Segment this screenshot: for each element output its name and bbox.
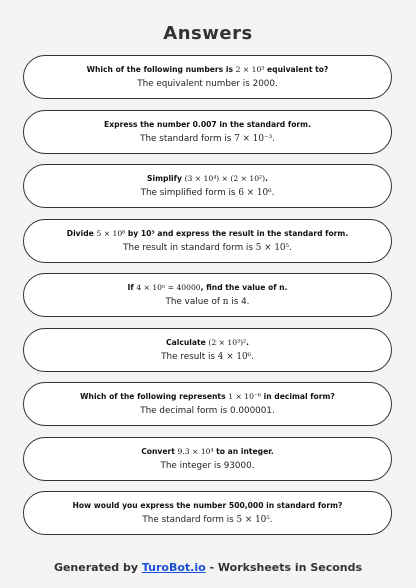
answer-card-3 — [23, 164, 392, 208]
answer-text: The decimal form is 0.000001. — [140, 406, 275, 416]
answer-card-7 — [23, 382, 392, 426]
answer-card-4 — [23, 219, 392, 263]
question-text: Express the number 0.007 in the standard form. — [104, 119, 311, 129]
turobot-link[interactable]: TuroBot.io — [141, 561, 206, 574]
answer-text: The standard form is 5 × 10⁵. — [142, 515, 273, 525]
footer — [0, 561, 416, 574]
question-text: Which of the following represents 1 × 10⁻⁶ in decimal form? — [80, 392, 335, 401]
question-text: Divide 5 × 10⁸ by 10³ and express the result in the standard form. — [66, 228, 349, 238]
question-text: Calculate (2 × 10³)². — [166, 337, 249, 347]
answer-text: The equivalent number is 2000. — [137, 79, 278, 89]
answer-card-2 — [23, 110, 392, 154]
page-title: Answers — [163, 23, 253, 44]
answer-text: The value of n is 4. — [165, 297, 250, 307]
answer-text: The simplified form is 6 × 10⁶. — [140, 188, 275, 198]
answer-card-9 — [23, 491, 392, 535]
question-text: Convert 9.3 × 10⁴ to an integer. — [141, 446, 274, 456]
answer-text: The standard form is 7 × 10⁻³. — [140, 133, 275, 144]
question-text: Simplify (3 × 10⁴) × (2 × 10²). — [147, 174, 268, 183]
answer-text: The integer is 93000. — [160, 460, 255, 471]
answer-text: The result in standard form is 5 × 10⁵. — [123, 242, 292, 253]
answer-list — [23, 55, 392, 546]
footer-prefix: Generated by — [53, 561, 142, 574]
answer-card-6 — [23, 328, 392, 372]
answer-text: The result is 4 × 10⁶. — [161, 351, 254, 362]
answer-card-5 — [23, 273, 392, 317]
answer-card-8 — [23, 437, 392, 481]
question-text: If 4 × 10ⁿ = 40000, find the value of n. — [127, 283, 288, 292]
question-text: How would you express the number 500,000 in standard form? — [72, 501, 343, 510]
footer-suffix: - Worksheets in Seconds — [205, 561, 363, 574]
answer-card-1 — [23, 55, 392, 99]
question-text: Which of the following numbers is 2 × 10³ equivalent to? — [86, 65, 329, 74]
